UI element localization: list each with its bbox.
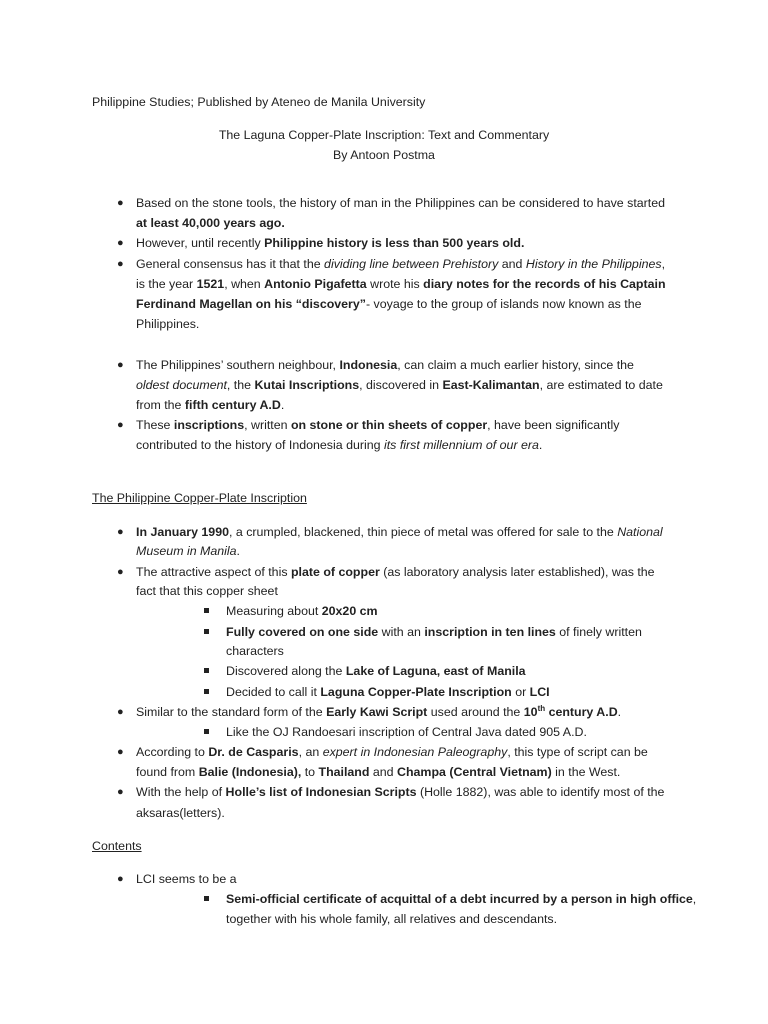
square-bullet-icon [204, 729, 209, 734]
bullet-icon: ● [117, 566, 124, 578]
text-run: General consensus has it that the [136, 257, 325, 271]
text-run: Indonesia [339, 358, 398, 372]
text-run: , discovered in [359, 378, 443, 392]
intro-bullet-5-line-1 [136, 417, 619, 433]
text-run: Museum in Manila [136, 544, 237, 558]
text-run: The Philippines’ southern neighbour, [136, 358, 340, 372]
text-run: inscriptions [173, 418, 245, 432]
text-run: The attractive aspect of this [136, 565, 291, 579]
text-run: Based on the stone tools, the history of man in the Philippines can be considered to have started [136, 196, 665, 210]
text-run: Lake of Laguna, east of Manila [345, 664, 526, 678]
section1-bullet-2-line-1 [136, 564, 655, 580]
bullet-icon: ● [117, 526, 124, 538]
text-run: , [692, 892, 697, 906]
text-run: , when [224, 277, 265, 291]
text-run: According to [136, 745, 209, 759]
text-run: Philippines. [136, 317, 200, 331]
text-run: However, until recently [136, 236, 265, 250]
text-run: Ferdinand Magellan on his “discovery” [136, 297, 366, 311]
text-run: East-Kalimantan [442, 378, 540, 392]
text-run: History in the Philippines [525, 257, 662, 271]
text-run: . [617, 705, 622, 719]
section1-sub-5 [226, 724, 587, 740]
text-run: expert in Indonesian Paleography [322, 745, 508, 759]
text-run: used around the [427, 705, 524, 719]
section1-bullet-2-line-2 [136, 583, 278, 599]
text-run: Antonio Pigafetta [264, 277, 367, 291]
intro-bullet-4-line-3 [136, 397, 284, 413]
text-run: fifth century A.D [184, 398, 281, 412]
text-run: and [498, 257, 526, 271]
square-bullet-icon [204, 689, 209, 694]
section1-sub-1 [226, 603, 378, 619]
text-run: Balie (Indonesia), [198, 765, 302, 779]
text-run: In January 1990 [136, 525, 229, 539]
text-run: Discovered along the [226, 664, 346, 678]
text-run: , an [298, 745, 323, 759]
section1-bullet-1-line-2 [136, 543, 240, 559]
text-run: wrote his [366, 277, 424, 291]
intro-bullet-1-line-2 [136, 215, 285, 231]
text-run: Champa (Central Vietnam) [397, 765, 552, 779]
intro-bullet-3-line-1 [136, 256, 665, 272]
text-run: . [236, 544, 240, 558]
text-run: Kutai Inscriptions [254, 378, 360, 392]
text-run: 10 [523, 705, 538, 719]
text-run: aksaras(letters). [136, 806, 225, 820]
bullet-icon: ● [117, 197, 124, 209]
section-heading-copper-plate: The Philippine Copper-Plate Inscription [92, 491, 307, 505]
text-run: in the West. [551, 765, 621, 779]
section1-bullet-4-line-2 [136, 764, 620, 780]
text-run: fact that this copper sheet [136, 584, 278, 598]
text-run: dividing line between Prehistory [324, 257, 499, 271]
text-run: Like the OJ Randoesari inscription of Central Java dated 905 A.D. [226, 725, 587, 739]
section1-sub-4 [226, 684, 550, 700]
square-bullet-icon [204, 629, 209, 634]
section1-sub-2-line-1 [226, 624, 642, 640]
section1-bullet-5-line-2 [136, 805, 225, 821]
text-run: , have been significantly [487, 418, 620, 432]
text-run: . [538, 438, 543, 452]
section1-bullet-1-line-1 [136, 524, 663, 540]
text-run: LCI seems to be a [136, 872, 237, 886]
text-run: 1521 [196, 277, 225, 291]
text-run: oldest document [136, 378, 227, 392]
text-run: on stone or thin sheets of copper [290, 418, 488, 432]
text-run: th [537, 704, 546, 713]
text-run: of finely written [555, 625, 642, 639]
text-run: , written [244, 418, 291, 432]
section-heading-contents: Contents [92, 839, 142, 853]
bullet-icon: ● [117, 706, 124, 718]
section2-sub-1-line-2 [226, 911, 557, 927]
text-run: characters [226, 644, 284, 658]
text-run: Fully covered on one side [226, 625, 379, 639]
intro-bullet-1-line-1 [136, 195, 665, 211]
text-run: Early Kawi Script [326, 705, 428, 719]
text-run: With the help of [136, 785, 226, 799]
text-run: , a crumpled, blackened, thin piece of metal was offered for sale to the [228, 525, 618, 539]
section1-bullet-4-line-1 [136, 744, 648, 760]
intro-bullet-2 [136, 235, 524, 251]
document-byline: By Antoon Postma [333, 148, 435, 162]
text-run: its first millennium of our era [383, 438, 539, 452]
text-run: , are estimated to date [539, 378, 663, 392]
text-run: LCI [529, 685, 550, 699]
text-run: , [661, 257, 666, 271]
text-run: diary notes for the records of his Captain [423, 277, 666, 291]
text-run: inscription in ten lines [424, 625, 556, 639]
intro-bullet-3-line-3 [136, 296, 642, 312]
section1-bullet-5-line-1 [136, 784, 664, 800]
bullet-icon: ● [117, 873, 124, 885]
text-run: Measuring about [226, 604, 322, 618]
text-run: National [617, 525, 663, 539]
bullet-icon: ● [117, 359, 124, 371]
text-run: and [369, 765, 398, 779]
text-run: - voyage to the group of islands now known as the [365, 297, 642, 311]
text-run: (Holle 1882), was able to identify most of the [416, 785, 665, 799]
text-run: Laguna Copper-Plate Inscription [320, 685, 512, 699]
intro-bullet-5-line-2 [136, 437, 542, 453]
square-bullet-icon [204, 608, 209, 613]
text-run: Dr. de Casparis [208, 745, 299, 759]
bullet-icon: ● [117, 419, 124, 431]
text-run: Thailand [318, 765, 370, 779]
text-run: century A.D [545, 705, 618, 719]
text-run: or [511, 685, 530, 699]
text-run: , the [226, 378, 255, 392]
text-run: is the year [136, 277, 197, 291]
section2-bullet-1 [136, 871, 237, 887]
text-run: is less than 500 years old. [368, 236, 525, 250]
bullet-icon: ● [117, 746, 124, 758]
square-bullet-icon [204, 896, 209, 901]
intro-bullet-4-line-2 [136, 377, 663, 393]
bullet-icon: ● [117, 237, 124, 249]
text-run: plate of copper [290, 565, 380, 579]
section1-sub-3 [226, 663, 526, 679]
section2-sub-1-line-1 [226, 891, 696, 907]
text-run: contributed to the history of Indonesia during [136, 438, 384, 452]
intro-bullet-4-line-1 [136, 357, 634, 373]
text-run: 20x20 cm [321, 604, 378, 618]
square-bullet-icon [204, 668, 209, 673]
section1-sub-2-line-2 [226, 643, 284, 659]
text-run: Philippine history [264, 236, 369, 250]
text-run: Similar to the standard form of the [136, 705, 327, 719]
text-run: Decided to call it [226, 685, 321, 699]
intro-bullet-3-line-2 [136, 276, 666, 292]
document-title: The Laguna Copper-Plate Inscription: Text and Commentary [218, 128, 550, 142]
text-run: , this type of script can be [507, 745, 648, 759]
intro-bullet-3-line-4 [136, 316, 199, 332]
bullet-icon: ● [117, 258, 124, 270]
text-run: Holle’s list of Indonesian Scripts [225, 785, 417, 799]
text-run: from the [136, 398, 185, 412]
publication-line: Philippine Studies; Published by Ateneo de Manila University [92, 95, 426, 109]
text-run: with an [378, 625, 425, 639]
text-run: found from [136, 765, 199, 779]
text-run: together with his whole family, all relatives and descendants. [226, 912, 558, 926]
text-run: Semi-official certificate of acquittal of a debt incurred by a person in high office [226, 892, 693, 906]
text-run: to [301, 765, 319, 779]
text-run: at least 40,000 years ago. [136, 216, 285, 230]
text-run: , can claim a much earlier history, since the [397, 358, 634, 372]
section1-bullet-3 [136, 704, 621, 720]
text-run: These [136, 418, 174, 432]
text-run: . [280, 398, 285, 412]
text-run: (as laboratory analysis later established), was the [379, 565, 655, 579]
bullet-icon: ● [117, 786, 124, 798]
